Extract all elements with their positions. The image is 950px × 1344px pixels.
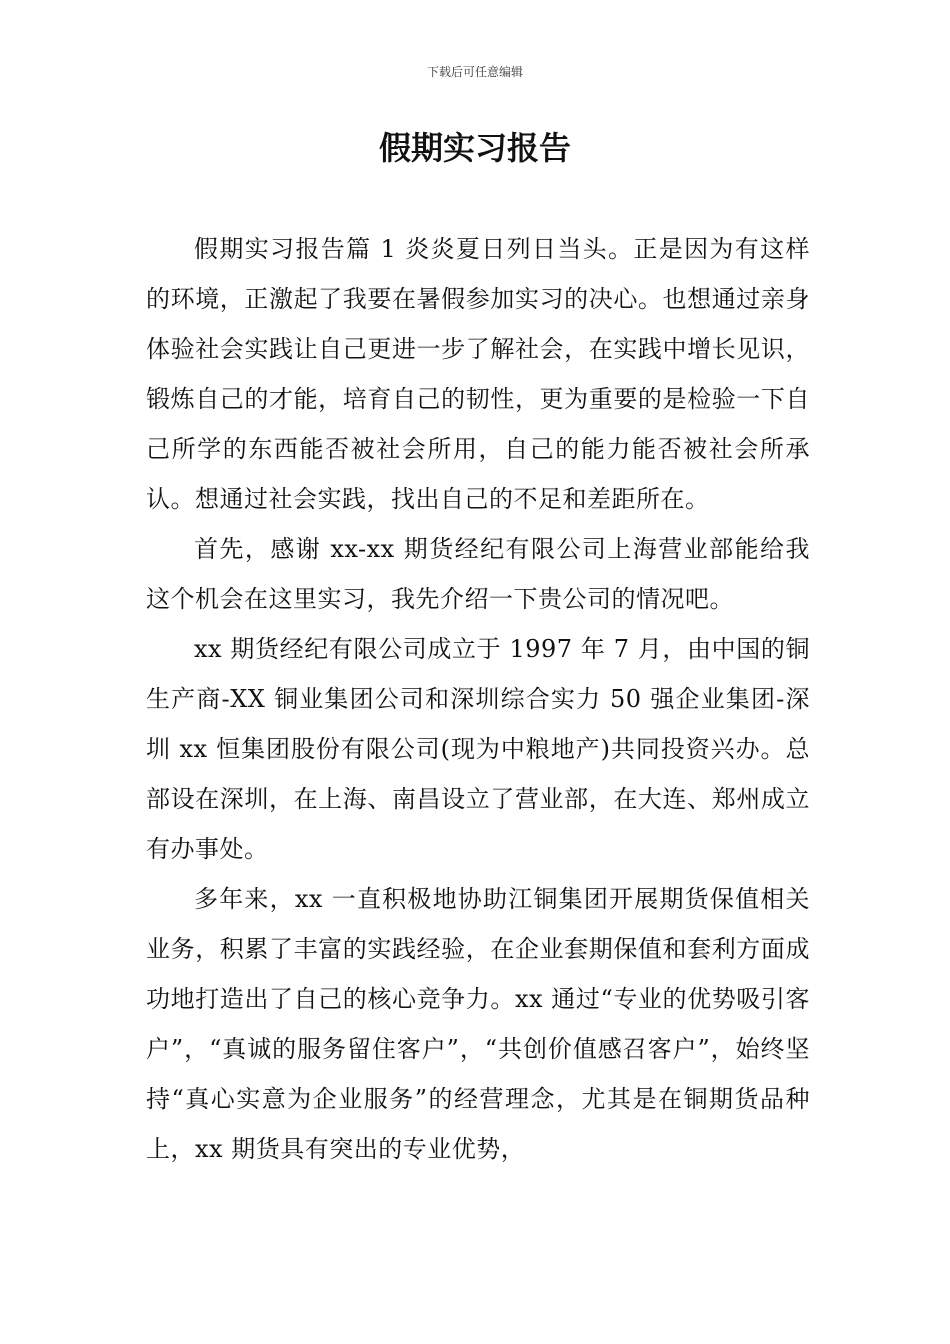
paragraph-intro: 假期实习报告篇 1 炎炎夏日列日当头。正是因为有这样的环境，正激起了我要在暑假参加实习的决心。也想通过亲身体验社会实践让自己更进一步了解社会，在实践中增长见识，锻炼自己的才能，培育自己的韧性，更为重要的是检验一下自己所学的东西能否被社会所用，自己的能力能否被社会所承认。想通过社会实践，找出自己的不足和差距所在。: [146, 235, 810, 513]
paragraph-company-business: 多年来，xx 一直积极地协助江铜集团开展期货保值相关业务，积累了丰富的实践经验，在企业套期保值和套利方面成功地打造出了自己的核心竞争力。xx 通过“专业的优势吸引客户”，“真诚的服务留住客户”，“共创价值感召客户”，始终坚持“真心实意为企业服务”的经营理念，尤其是在铜期货品种上，xx 期货具有突出的专业优势，: [146, 885, 810, 1163]
paragraph-company-intro: xx 期货经纪有限公司成立于 1997 年 7 月，由中国的铜生产商-XX 铜业集团公司和深圳综合实力 50 强企业集团-深圳 xx 恒集团股份有限公司(现为中粮地产)共同投资兴办。总部设在深圳，在上海、南昌设立了营业部，在大连、郑州成立有办事处。: [146, 635, 810, 863]
document-body: [146, 224, 810, 1174]
document-title: 假期实习报告: [378, 129, 571, 167]
page-header-note: 下载后可任意编辑: [426, 65, 523, 79]
paragraph-thanks: 首先，感谢 xx-xx 期货经纪有限公司上海营业部能给我这个机会在这里实习，我先介绍一下贵公司的情况吧。: [146, 535, 810, 613]
